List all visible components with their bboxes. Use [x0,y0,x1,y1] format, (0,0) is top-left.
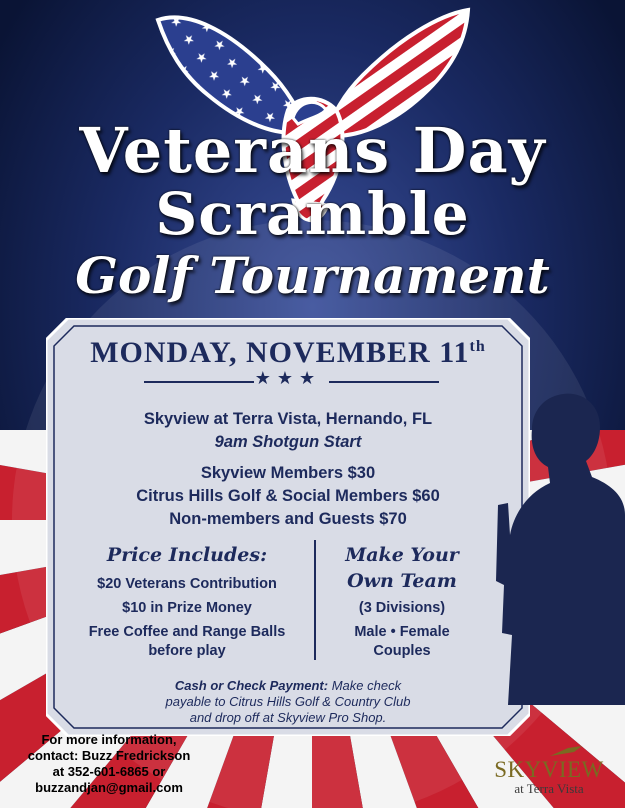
title-line-2: Scramble [155,180,470,248]
contact-line-1: For more information, [41,732,177,747]
divider-stars: ★★★ [254,368,322,389]
logo-name: SKYVIEW [494,757,604,782]
column-divider [314,540,316,660]
payment-text-2: payable to Citrus Hills Golf & Country Club [165,694,411,709]
make-your-team-heading-1: Make Your [345,544,459,566]
contact-info [14,732,204,796]
includes-item: before play [148,643,226,659]
golfer-icon [548,744,588,758]
team-couples: Couples [373,643,431,659]
payment-label: Cash or Check Payment: [174,678,329,693]
payment-text-1: Make check [328,678,402,693]
includes-item: Free Coffee and Range Balls [88,624,286,640]
team-genders: Male • Female [354,624,450,640]
divider-right [329,381,439,383]
price-skyview-members: Skyview Members $30 [200,464,376,482]
event-date [46,336,530,370]
contact-line-3: at 352-601-6865 or [52,764,166,779]
payment-text-3: and drop off at Skyview Pro Shop. [189,710,387,725]
includes-item: $10 in Prize Money [122,600,252,616]
includes-item: $20 Veterans Contribution [97,576,277,592]
team-divisions: (3 Divisions) [358,600,446,616]
info-panel [46,318,530,736]
event-start-time: 9am Shotgun Start [214,433,362,451]
event-date-suffix: th [469,338,486,355]
price-citrus-hills-members: Citrus Hills Golf & Social Members $60 [136,487,440,505]
skyview-logo [486,744,612,796]
soldier-silhouette [488,385,625,705]
contact-line-2: contact: Buzz Fredrickson [27,748,191,763]
event-location: Skyview at Terra Vista, Hernando, FL [143,410,433,428]
price-non-members: Non-members and Guests $70 [169,510,407,528]
contact-email: buzzandjan@gmail.com [35,780,183,795]
event-date-text: MONDAY, NOVEMBER 11 [90,336,470,369]
price-includes-heading: Price Includes: [106,544,268,566]
title-line-3: Golf Tournament [75,246,550,305]
payment-info [86,678,490,726]
logo-sub: at Terra Vista [514,781,584,796]
make-your-team-heading-2: Own Team [347,570,457,592]
title-line-1: Veterans Day [79,114,546,187]
